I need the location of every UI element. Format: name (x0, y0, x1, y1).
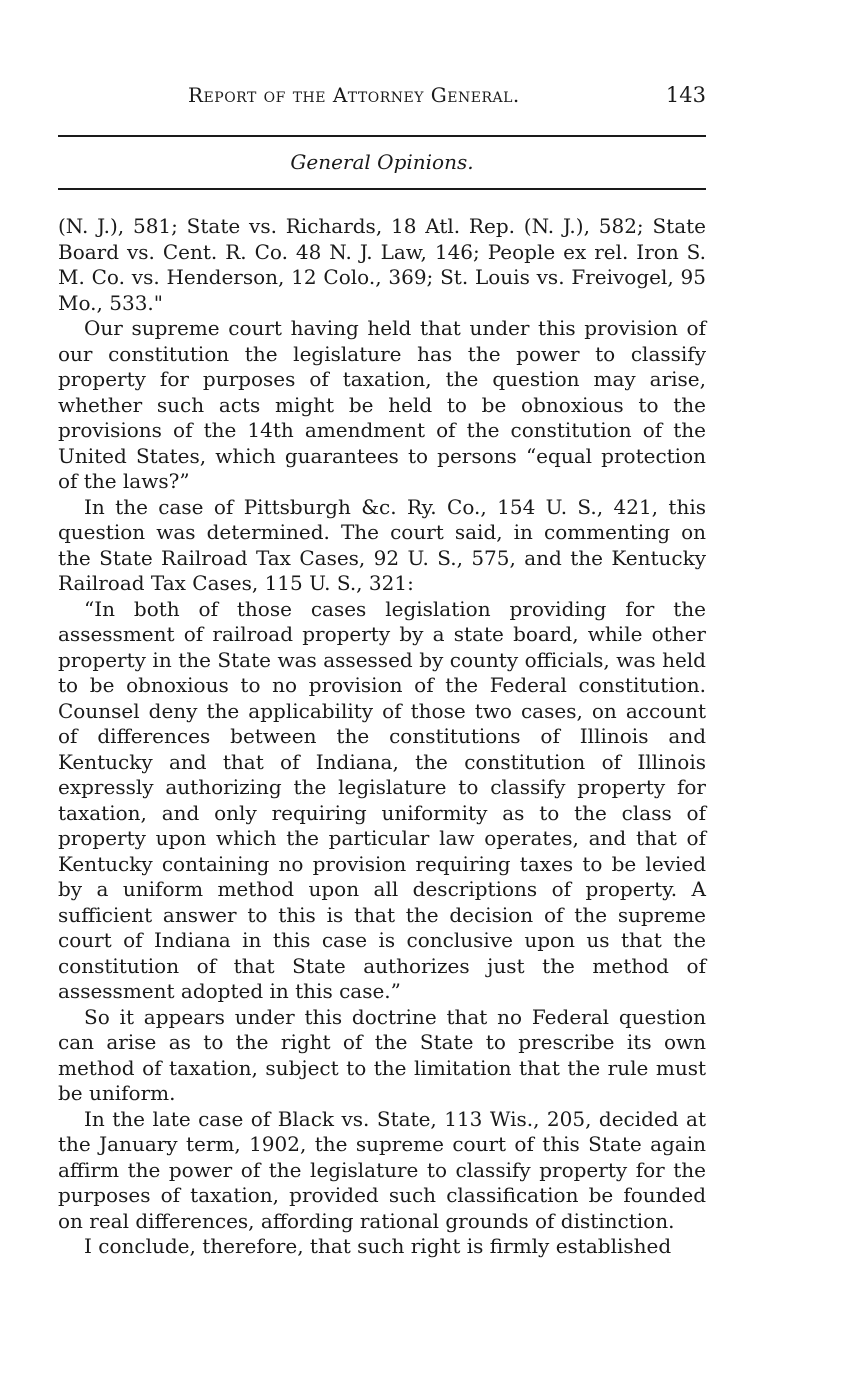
section-title: General Opinions. (290, 150, 474, 174)
paragraph: In the late case of Black vs. State, 113 Wis., 205, decided at the January term, 1902, the supreme court of this State again affirm the power of the legislature to classify property for the purposes of taxation, provided such classification be founded on real differences, affording rational grounds of distinction. (58, 1106, 706, 1233)
quoted-paragraph: “In both of those cases legislation providing for the assessment of railroad property by a state board, while other property in the State was assessed by county officials, was held to be obnoxious to no provision of the Federal constitution. Counsel deny the applicability of those two cases, on account of differences between the constitutions of Illinois and Kentucky and that of Indiana, the constitution of Illinois expressly authorizing the legislature to classify property for taxation, and only requiring uniformity as to the class of property upon which the particular law operates, and that of Kentucky containing no provision requiring taxes to be levied by a uniform method upon all descriptions of property. A sufficient answer to this is that the decision of the supreme court of Indiana in this case is conclusive upon us that the constitution of that State authorizes just the method of assessment adopted in this case.” (58, 596, 706, 1003)
body-text (58, 214, 706, 1260)
paragraph: In the case of Pittsburgh &c. Ry. Co., 154 U. S., 421, this question was determined. The court said, in commenting on the State Railroad Tax Cases, 92 U. S., 575, and the Kentucky Railroad Tax Cases, 115 U. S., 321: (58, 494, 706, 595)
paragraph-continuation: (N. J.), 581; State vs. Richards, 18 Atl. Rep. (N. J.), 582; State Board vs. Cent. R. Co. 48 N. J. Law, 146; People ex rel. Iron S. M. Co. vs. Henderson, 12 Colo., 369; St. Louis vs. Freivogel, 95 Mo., 533." (58, 214, 706, 315)
paragraph: Our supreme court having held that under this provision of our constitution the legislature has the power to classify property for purposes of taxation, the question may arise, whether such acts might be held to be obnoxious to the provisions of the 14th amendment of the constitution of the United States, which guarantees to persons “equal protection of the laws?” (58, 316, 706, 493)
paragraph: I conclude, therefore, that such right is firmly established (84, 1234, 672, 1258)
header-rule-top (58, 135, 706, 137)
running-head: Report of the Attorney General. (188, 83, 520, 107)
page-number: 143 (665, 83, 706, 107)
page-header (58, 83, 706, 113)
paragraph: So it appears under this doctrine that no Federal question can arise as to the right of the State to prescribe its own method of taxation, subject to the limitation that the rule must be uniform. (58, 1004, 706, 1105)
header-rule-bottom (58, 188, 706, 190)
